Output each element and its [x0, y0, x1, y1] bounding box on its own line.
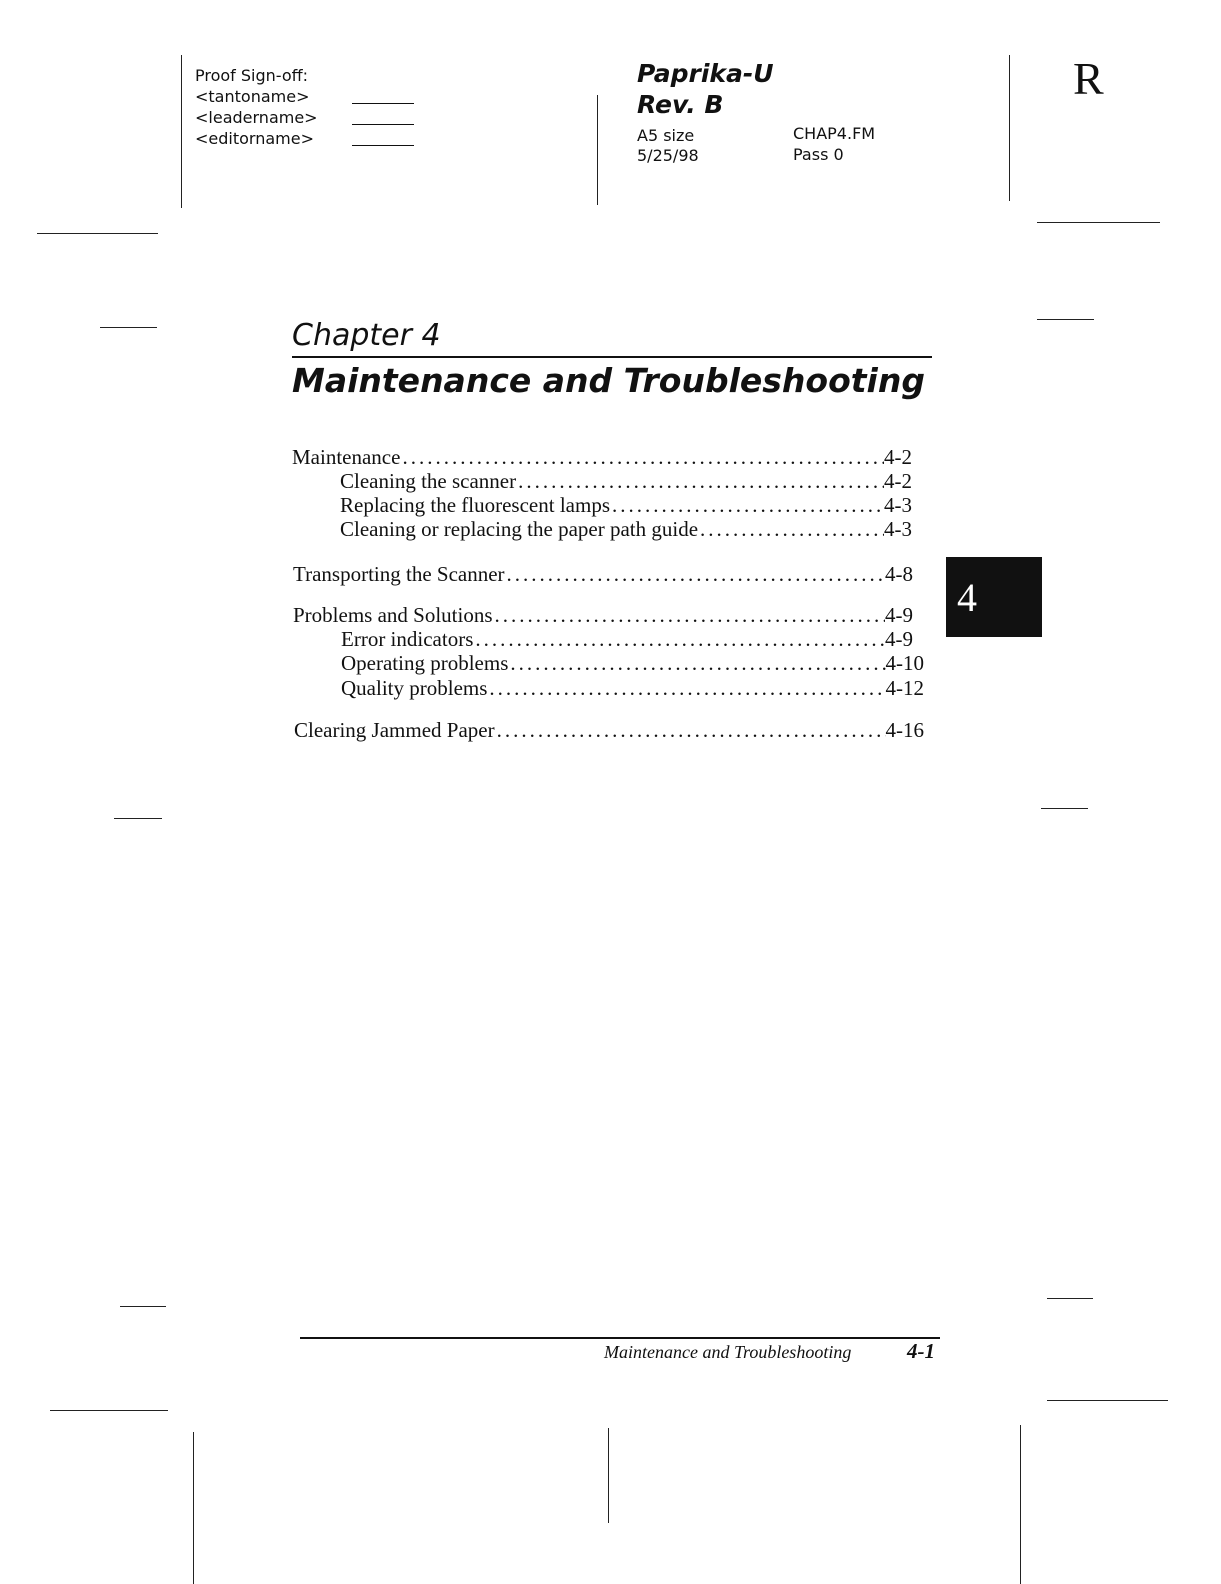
crop-mark — [120, 1306, 166, 1307]
toc-entry-page: 4-12 — [885, 676, 924, 700]
toc-entry-label: Clearing Jammed Paper — [294, 718, 495, 742]
toc-leader-dots — [508, 651, 885, 675]
toc-entry-page: 4-9 — [885, 627, 913, 651]
corner-mark: R — [1073, 53, 1104, 104]
signature-line — [352, 124, 414, 125]
revision: Rev. B — [637, 90, 724, 119]
toc-leader-dots — [400, 445, 884, 469]
pass-number: Pass 0 — [793, 145, 844, 164]
chapter-title: Maintenance and Troubleshooting — [292, 361, 925, 400]
toc-leader-dots — [698, 517, 884, 541]
chapter-rule — [292, 356, 932, 358]
chapter-label: Chapter 4 — [292, 318, 441, 353]
toc-entry-label: Cleaning or replacing the paper path guide — [340, 517, 699, 541]
proof-name-editor: <editorname> — [195, 129, 314, 148]
crop-mark — [181, 55, 182, 208]
toc-entry[interactable] — [340, 469, 912, 493]
toc-entry-label: Error indicators — [341, 627, 474, 651]
footer-rule — [300, 1337, 940, 1339]
crop-mark — [1037, 222, 1160, 223]
crop-mark — [37, 233, 158, 234]
toc-entry-label: Problems and Solutions — [293, 603, 493, 627]
proof-name-tanto: <tantoname> — [195, 87, 310, 106]
crop-mark — [1047, 1400, 1168, 1401]
toc-entry-label: Maintenance — [292, 445, 401, 469]
signature-line — [352, 103, 414, 104]
crop-mark — [597, 95, 598, 205]
document-header — [637, 58, 774, 120]
toc-entry[interactable] — [292, 445, 912, 469]
toc-entry[interactable] — [293, 562, 913, 586]
proof-title: Proof Sign-off: — [195, 66, 309, 85]
toc-entry-page: 4-8 — [885, 562, 913, 586]
file-name: CHAP4.FM — [793, 124, 876, 143]
toc-leader-dots — [495, 718, 886, 742]
crop-mark — [1047, 1298, 1093, 1299]
crop-mark — [114, 818, 162, 819]
footer-page-number: 4-1 — [907, 1339, 935, 1363]
crop-mark — [1009, 55, 1010, 201]
print-date: 5/25/98 — [637, 146, 699, 165]
toc-entry-page: 4-3 — [884, 493, 912, 517]
page-size: A5 size — [637, 126, 695, 145]
proof-signoff — [195, 65, 318, 149]
crop-mark — [50, 1410, 168, 1411]
proof-name-leader: <leadername> — [195, 108, 318, 127]
footer-running-title: Maintenance and Troubleshooting — [604, 1342, 852, 1362]
toc-entry[interactable] — [341, 651, 924, 675]
toc-entry-page: 4-9 — [885, 603, 913, 627]
toc-entry-page: 4-2 — [884, 445, 912, 469]
toc-leader-dots — [487, 676, 885, 700]
toc-entry[interactable] — [293, 603, 913, 627]
crop-mark — [193, 1432, 194, 1584]
crop-mark — [1037, 319, 1094, 320]
toc-entry-page: 4-3 — [884, 517, 912, 541]
toc-entry-label: Quality problems — [341, 676, 488, 700]
product-name: Paprika-U — [637, 59, 774, 88]
toc-entry-page: 4-2 — [884, 469, 912, 493]
toc-entry-page: 4-16 — [885, 718, 924, 742]
toc-entry-page: 4-10 — [885, 651, 924, 675]
crop-mark — [1020, 1425, 1021, 1584]
toc-leader-dots — [493, 603, 885, 627]
crop-mark — [608, 1428, 609, 1523]
toc-entry-label: Replacing the fluorescent lamps — [340, 493, 610, 517]
toc-leader-dots — [516, 469, 884, 493]
toc-entry-label: Cleaning the scanner — [340, 469, 517, 493]
signature-line — [352, 145, 414, 146]
toc-leader-dots — [610, 493, 884, 517]
toc-entry[interactable] — [340, 493, 912, 517]
toc-entry[interactable] — [340, 517, 912, 541]
crop-mark — [100, 327, 157, 328]
toc-entry[interactable] — [294, 718, 924, 742]
toc-leader-dots — [505, 562, 885, 586]
toc-entry-label: Operating problems — [341, 651, 509, 675]
toc-entry[interactable] — [341, 627, 913, 651]
toc-entry[interactable] — [341, 676, 924, 700]
toc-entry-label: Transporting the Scanner — [293, 562, 505, 586]
crop-mark — [1041, 808, 1088, 809]
chapter-thumb-tab: 4 — [946, 557, 1042, 637]
toc-leader-dots — [473, 627, 885, 651]
